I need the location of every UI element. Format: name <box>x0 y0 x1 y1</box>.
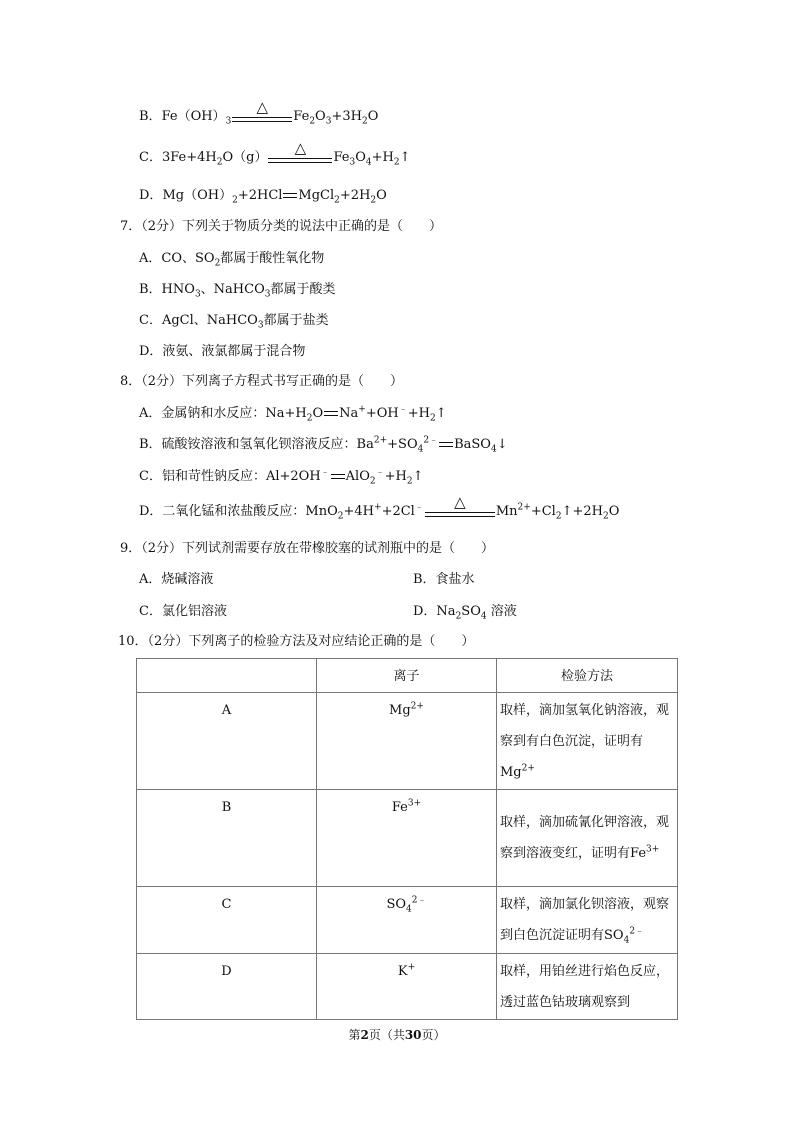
table-header-cell <box>137 659 317 693</box>
page-footer: 第2页（共30页） <box>348 1028 446 1042</box>
method-cell: 取样，用铂丝进行焰色反应，透过蓝色钴玻璃观察到 <box>497 954 678 1020</box>
heat-condition-sign: △ <box>232 108 292 126</box>
heat-condition-sign: △ <box>268 149 332 167</box>
method-cell: 取样，滴加氯化钡溶液，观察到白色沉淀证明有$SO_4^{2﹣}$ <box>497 887 678 954</box>
q6-option-b: B．$Fe(OH)_3$ △ $Fe_2O_3+3H_2O$ <box>139 98 379 127</box>
table-row <box>137 887 678 954</box>
q8-stem: 8．（2分）下列离子方程式书写正确的是（ ） <box>120 374 404 389</box>
method-cell: 取样，滴加氢氧化钠溶液，观察到有白色沉淀，证明有$Mg^{2+}$ <box>497 693 678 790</box>
ion-cell: $SO_4^{2﹣}$ <box>317 887 497 954</box>
q6-option-d: D．$Mg(OH)_2+2HCl$ $MgCl_2+2H_2O$ <box>139 188 387 206</box>
q9-option-b: B．食盐水 <box>413 572 475 587</box>
table-header-cell: 检验方法 <box>497 659 678 693</box>
table-row <box>137 790 678 887</box>
ion-cell: K+ <box>317 954 497 1020</box>
q9-stem: 9．（2分）下列试剂需要存放在带橡胶塞的试剂瓶中的是（ ） <box>120 541 495 556</box>
equals-sign <box>283 193 297 198</box>
current-page-number: 2 <box>360 1028 369 1042</box>
total-pages: 30 <box>404 1028 422 1042</box>
q7-stem: 7．（2分）下列关于物质分类的说法中正确的是（ ） <box>120 219 443 234</box>
q7-option-c: C．AgCl、NaHCO$_3$都属于盐类 <box>139 313 329 331</box>
q8-option-a: A．金属钠和水反应：$Na+H_2O$ $Na^++OH^﹣+H_2↑$ <box>139 404 447 424</box>
q10-stem: 10．（2分）下列离子的检验方法及对应结论正确的是（ ） <box>118 634 475 649</box>
q6-option-c: C．$3Fe+4H_2O(g)$ △ $Fe_3O_4+H_2↑$ <box>139 139 411 168</box>
q8-option-d: D．二氧化锰和浓盐酸反应：MnO$_2$+4H++2Cl﹣ △ $Mn^{2+}+Cl_2↑+2H_2O$ <box>139 493 620 522</box>
option-cell: C <box>137 887 317 954</box>
ion-cell: $Mg^{2+}$ <box>317 693 497 790</box>
q7-option-a: A．CO、$SO_2$都属于酸性氧化物 <box>139 251 325 269</box>
q8-option-b: B．硫酸铵溶液和氢氧化钡溶液反应：$Ba^{2+}+SO_4^{2﹣}$ BaSO$_4$↓ <box>139 435 508 455</box>
ion-cell: $Fe^{3+}$ <box>317 790 497 887</box>
q9-option-a: A．烧碱溶液 <box>139 572 214 587</box>
table-row <box>137 954 678 1020</box>
table-header-row <box>137 659 678 693</box>
option-cell: D <box>137 954 317 1020</box>
q8-option-c: C．铝和苛性钠反应：Al+2OH﹣ $AlO_2^﹣+H_2↑$ <box>139 467 424 487</box>
method-cell: 取样，滴加硫氰化钾溶液，观察到溶液变红，证明有$Fe^{3+}$ <box>497 790 678 887</box>
q9-option-c: C．氯化铝溶液 <box>139 604 227 619</box>
table-header-cell: 离子 <box>317 659 497 693</box>
q7-option-d: D．液氨、液氯都属于混合物 <box>139 344 306 359</box>
table-row <box>137 693 678 790</box>
q9-option-d: D．$Na_2SO_4$ 溶液 <box>413 604 517 622</box>
option-cell: A <box>137 693 317 790</box>
heat-condition-sign: △ <box>425 503 495 521</box>
q10-table <box>136 658 678 1020</box>
q7-option-b: B．$HNO_3$、NaHCO$_3$都属于酸类 <box>139 282 336 300</box>
option-cell: B <box>137 790 317 887</box>
